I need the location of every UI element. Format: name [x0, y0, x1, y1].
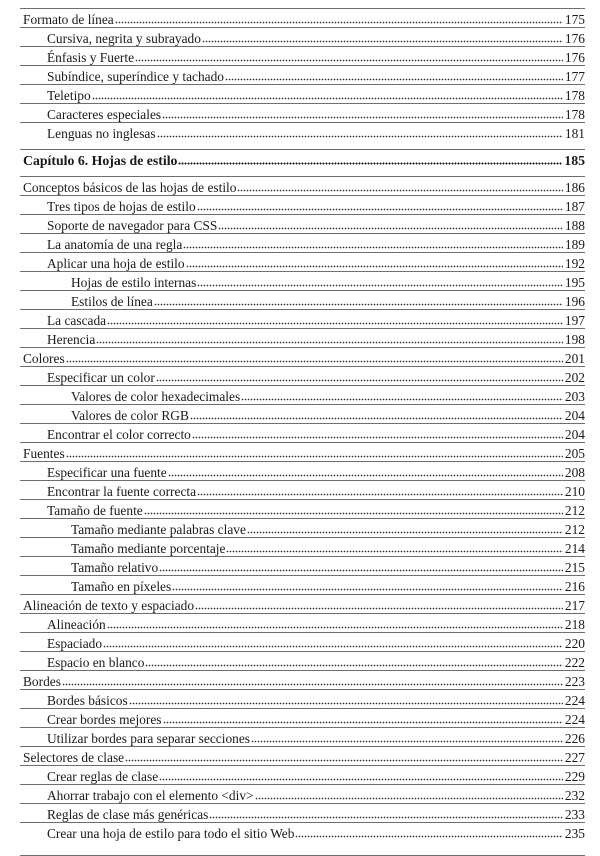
toc-entry[interactable] — [0, 613, 600, 632]
toc-entry[interactable] — [0, 727, 600, 746]
toc-page-number: 178 — [564, 88, 585, 103]
toc-entry-title: Herencia — [47, 332, 96, 347]
row-divider — [20, 822, 585, 823]
row-divider — [20, 689, 585, 690]
toc-page-number: 229 — [564, 769, 585, 784]
toc-page-number: 187 — [564, 199, 585, 214]
toc-page-number: 197 — [564, 313, 585, 328]
toc-entry-title: Espacio en blanco — [47, 655, 145, 670]
toc-entry[interactable] — [0, 271, 600, 290]
toc-entry[interactable] — [0, 765, 600, 784]
toc-entry-line — [47, 824, 585, 841]
row-divider — [20, 328, 585, 329]
toc-entry-line — [47, 86, 585, 103]
toc-entry-title: La anatomía de una regla — [47, 237, 183, 252]
dot-leader — [197, 208, 563, 211]
toc-entry[interactable] — [0, 537, 600, 556]
dot-leader — [168, 474, 563, 477]
row-divider — [20, 746, 585, 747]
toc-page-number: 212 — [564, 503, 585, 518]
toc-entry-title: La cascada — [47, 313, 107, 328]
toc-entry-line — [47, 216, 585, 233]
toc-page-number: 224 — [564, 693, 585, 708]
toc-entry-title: Tamaño en píxeles — [71, 579, 172, 594]
row-divider — [20, 347, 585, 348]
dot-leader — [103, 645, 563, 648]
toc-entry[interactable] — [0, 556, 600, 575]
toc-entry[interactable] — [0, 822, 600, 841]
toc-entry-title: Hojas de estilo internas — [71, 275, 197, 290]
toc-page-number: 215 — [564, 560, 585, 575]
toc-page-number: 235 — [564, 826, 585, 841]
toc-entry[interactable] — [0, 632, 600, 651]
toc-entry-line — [47, 501, 585, 518]
toc-entry[interactable] — [0, 252, 600, 271]
toc-entry-line — [47, 767, 585, 784]
row-divider — [20, 461, 585, 462]
toc-entry[interactable] — [0, 689, 600, 708]
toc-entry-line — [47, 368, 585, 385]
toc-page-number: 175 — [564, 12, 585, 27]
toc-entry-line — [47, 615, 585, 632]
toc-entry-line — [71, 292, 585, 309]
row-divider — [20, 176, 585, 177]
dot-leader — [62, 683, 563, 686]
toc-entry-line — [47, 67, 585, 84]
toc-entry[interactable] — [0, 84, 600, 103]
toc-entry[interactable] — [0, 347, 600, 366]
toc-entry-line — [23, 349, 585, 366]
dot-leader — [162, 116, 563, 119]
row-divider — [20, 499, 585, 500]
row-divider — [20, 632, 585, 633]
dot-leader — [172, 588, 563, 591]
toc-page-number: 223 — [564, 674, 585, 689]
toc-page-number: 196 — [564, 294, 585, 309]
toc-page-number: 176 — [564, 31, 585, 46]
toc-entry-line — [47, 235, 585, 252]
row-divider — [20, 122, 585, 123]
row-divider — [20, 27, 585, 28]
dot-leader — [107, 322, 563, 325]
toc-entry-line — [47, 330, 585, 347]
toc-entry-title: Fuentes — [23, 446, 65, 461]
dot-leader — [197, 493, 563, 496]
toc-entry[interactable] — [0, 423, 600, 442]
toc-entry-title: Soporte de navegador para CSS — [47, 218, 218, 233]
row-divider — [20, 442, 585, 443]
toc-page-number: 177 — [564, 69, 585, 84]
row-divider — [20, 651, 585, 652]
toc-entry-line — [71, 273, 585, 290]
row-divider — [20, 575, 585, 576]
dot-leader — [255, 797, 563, 800]
toc-entry[interactable] — [0, 670, 600, 689]
toc-page-number: 233 — [564, 807, 585, 822]
toc-entry-title: Crear reglas de clase — [47, 769, 159, 784]
toc-entry-title: Valores de color hexadecimales — [71, 389, 241, 404]
dot-leader — [190, 417, 563, 420]
toc-entry[interactable] — [0, 575, 600, 594]
dot-leader — [144, 512, 563, 515]
dot-leader — [157, 135, 563, 138]
row-divider — [20, 8, 585, 9]
dot-leader — [145, 664, 562, 667]
toc-entry-title: Encontrar el color correcto — [47, 427, 191, 442]
dot-leader — [129, 702, 563, 705]
toc-entry-title: Especificar un color — [47, 370, 155, 385]
toc-page-number: 227 — [564, 750, 585, 765]
toc-page-number: 214 — [564, 541, 585, 556]
toc-entry-title: Caracteres especiales — [47, 107, 162, 122]
toc-entry-title: Estilos de línea — [71, 294, 153, 309]
dot-leader — [178, 162, 562, 165]
toc-page-number: 204 — [564, 427, 585, 442]
row-divider — [20, 727, 585, 728]
toc-entry[interactable] — [0, 46, 600, 65]
toc-entry[interactable] — [0, 195, 600, 214]
dot-leader — [237, 189, 562, 192]
toc-entry-title: Encontrar la fuente correcta — [47, 484, 197, 499]
toc-page-number: 222 — [564, 655, 585, 670]
toc-entry-line — [47, 729, 585, 746]
toc-entry-title: Crear bordes mejores — [47, 712, 162, 727]
toc-entry-title: Crear una hoja de estilo para todo el sitio Web — [47, 826, 295, 841]
dot-leader — [251, 740, 563, 743]
toc-entry[interactable] — [0, 480, 600, 499]
dot-leader — [241, 398, 563, 401]
row-divider — [20, 518, 585, 519]
toc-entry-title: Tamaño mediante porcentaje — [71, 541, 226, 556]
toc-page-number: 188 — [564, 218, 585, 233]
toc-entry[interactable] — [0, 290, 600, 309]
toc-entry-title: Capítulo 6. Hojas de estilo — [23, 153, 178, 168]
toc-entry-title: Especificar una fuente — [47, 465, 167, 480]
toc-chapter-heading[interactable] — [0, 149, 600, 168]
dot-leader — [107, 626, 563, 629]
toc-page-number: 217 — [564, 598, 585, 613]
row-divider — [20, 252, 585, 253]
toc-entry-line — [71, 406, 585, 423]
toc-entry-title: Aplicar una hoja de estilo — [47, 256, 185, 271]
dot-leader — [295, 835, 562, 838]
toc-entry-title: Conceptos básicos de las hojas de estilo — [23, 180, 237, 195]
toc-entry-title: Colores — [23, 351, 65, 366]
row-divider — [20, 65, 585, 66]
dot-leader — [195, 607, 563, 610]
row-divider — [20, 480, 585, 481]
toc-entry-title: Reglas de clase más genéricas — [47, 807, 209, 822]
toc-entry[interactable] — [0, 366, 600, 385]
toc-entry-title: Bordes — [23, 674, 61, 689]
toc-page-number: 178 — [564, 107, 585, 122]
dot-leader — [92, 97, 563, 100]
toc-page-number: 205 — [564, 446, 585, 461]
toc-entry-line — [47, 710, 585, 727]
row-divider — [20, 309, 585, 310]
toc-entry[interactable] — [0, 176, 600, 195]
toc-entry-line — [47, 29, 585, 46]
dot-leader — [154, 303, 563, 306]
toc-entry[interactable] — [0, 518, 600, 537]
dot-leader — [163, 721, 563, 724]
toc-page-number: 212 — [564, 522, 585, 537]
toc-entry-line — [47, 786, 585, 803]
toc-entry-line — [47, 254, 585, 271]
row-divider — [20, 708, 585, 709]
toc-page-number: 189 — [564, 237, 585, 252]
dot-leader — [218, 227, 563, 230]
toc-entry-line — [23, 444, 585, 461]
row-divider — [20, 84, 585, 85]
toc-entry-line — [47, 311, 585, 328]
toc-entry[interactable] — [0, 8, 600, 27]
toc-entry-line — [71, 539, 585, 556]
dot-leader — [209, 816, 563, 819]
toc-entry[interactable] — [0, 803, 600, 822]
dot-leader — [197, 284, 563, 287]
toc-entry-title: Alineación de texto y espaciado — [23, 598, 195, 613]
toc-entry-line — [47, 634, 585, 651]
row-divider — [20, 670, 585, 671]
toc-entry-line — [47, 653, 585, 670]
row-divider — [20, 233, 585, 234]
toc-page-number: 203 — [564, 389, 585, 404]
toc-entry-line — [47, 105, 585, 122]
toc-entry-line — [47, 482, 585, 499]
row-divider — [20, 46, 585, 47]
toc-entry-line — [71, 520, 585, 537]
toc-entry-title: Cursiva, negrita y subrayado — [47, 31, 201, 46]
toc-entry-line — [23, 672, 585, 689]
dot-leader — [135, 59, 563, 62]
row-divider — [20, 290, 585, 291]
row-divider — [20, 613, 585, 614]
toc-entry-title: Tamaño de fuente — [47, 503, 143, 518]
dot-leader — [159, 778, 563, 781]
toc-entry-line — [71, 558, 585, 575]
toc-entry-title: Énfasis y Fuerte — [47, 50, 135, 65]
toc-page-number: 208 — [564, 465, 585, 480]
toc-entry-title: Ahorrar trabajo con el elemento <div> — [47, 788, 254, 803]
toc-page-number: 224 — [564, 712, 585, 727]
toc-entry[interactable] — [0, 233, 600, 252]
toc-entry-line — [47, 197, 585, 214]
dot-leader — [96, 341, 563, 344]
row-divider — [20, 537, 585, 538]
dot-leader — [186, 265, 563, 268]
toc-entry-line — [71, 387, 585, 404]
toc-entry[interactable] — [0, 103, 600, 122]
toc-entry-title: Bordes básicos — [47, 693, 128, 708]
toc-page-number: 210 — [564, 484, 585, 499]
toc-page-number: 195 — [564, 275, 585, 290]
toc-entry[interactable] — [0, 784, 600, 803]
toc-page-number: 232 — [564, 788, 585, 803]
toc-entry-line — [23, 178, 585, 195]
dot-leader — [202, 40, 563, 43]
dot-leader — [115, 21, 563, 24]
toc-entry[interactable] — [0, 65, 600, 84]
toc-page-number: 192 — [564, 256, 585, 271]
toc-entry-title: Tamaño relativo — [71, 560, 159, 575]
toc-entry[interactable] — [0, 27, 600, 46]
row-divider — [20, 366, 585, 367]
toc-entry[interactable] — [0, 708, 600, 727]
toc-entry-title: Lenguas no inglesas — [47, 126, 156, 141]
toc-entry-line — [47, 463, 585, 480]
row-divider — [20, 803, 585, 804]
dot-leader — [192, 436, 563, 439]
toc-page-number: 176 — [564, 50, 585, 65]
row-divider — [20, 103, 585, 104]
toc-entry[interactable] — [0, 461, 600, 480]
toc-entry-title: Selectores de clase — [23, 750, 125, 765]
dot-leader — [159, 569, 563, 572]
dot-leader — [66, 455, 563, 458]
toc-entry-line — [47, 124, 585, 141]
dot-leader — [183, 246, 563, 249]
toc-page-number: 198 — [564, 332, 585, 347]
toc-page-number: 185 — [564, 153, 585, 168]
toc-entry-title: Formato de línea — [23, 12, 114, 27]
toc-entry-title: Valores de color RGB — [71, 408, 189, 423]
toc-entry-line — [23, 151, 585, 168]
toc-entry-line — [47, 691, 585, 708]
dot-leader — [66, 360, 563, 363]
row-divider — [20, 423, 585, 424]
toc-page-number: 220 — [564, 636, 585, 651]
toc-entry-line — [47, 805, 585, 822]
toc-entry-title: Tamaño mediante palabras clave — [71, 522, 246, 537]
toc-entry-line — [23, 748, 585, 765]
row-divider — [20, 149, 585, 150]
row-divider — [20, 385, 585, 386]
toc-entry-line — [71, 577, 585, 594]
row-divider — [20, 195, 585, 196]
toc-entry[interactable] — [0, 404, 600, 423]
toc-entry-title: Teletipo — [47, 88, 91, 103]
dot-leader — [225, 78, 563, 81]
toc-entry[interactable] — [0, 309, 600, 328]
toc-entry-line — [23, 10, 585, 27]
toc-page-number: 181 — [564, 126, 585, 141]
row-divider — [20, 765, 585, 766]
toc-entry[interactable] — [0, 594, 600, 613]
toc-entry-title: Tres tipos de hojas de estilo — [47, 199, 196, 214]
toc-page-number: 202 — [564, 370, 585, 385]
toc-entry-title: Espaciado — [47, 636, 103, 651]
toc-entry[interactable] — [0, 328, 600, 347]
dot-leader — [156, 379, 563, 382]
dot-leader — [247, 531, 563, 534]
row-divider — [20, 271, 585, 272]
toc-page-number: 218 — [564, 617, 585, 632]
toc-entry[interactable] — [0, 442, 600, 461]
row-divider — [20, 594, 585, 595]
toc-entry-title: Subíndice, superíndice y tachado — [47, 69, 225, 84]
toc-entry[interactable] — [0, 214, 600, 233]
toc-entry[interactable] — [0, 385, 600, 404]
toc-entry-title: Utilizar bordes para separar secciones — [47, 731, 250, 746]
toc-page-number: 204 — [564, 408, 585, 423]
row-divider — [20, 214, 585, 215]
dot-leader — [226, 550, 562, 553]
row-divider — [20, 784, 585, 785]
row-divider — [20, 404, 585, 405]
toc-page-number: 216 — [564, 579, 585, 594]
toc-entry[interactable] — [0, 746, 600, 765]
toc-entry[interactable] — [0, 499, 600, 518]
toc-entry-title: Alineación — [47, 617, 106, 632]
toc-entry-line — [47, 425, 585, 442]
row-divider — [20, 556, 585, 557]
toc-entry[interactable] — [0, 122, 600, 141]
dot-leader — [125, 759, 563, 762]
toc-entry-line — [23, 596, 585, 613]
toc-page-number: 226 — [564, 731, 585, 746]
toc-entry[interactable] — [0, 651, 600, 670]
toc-page-number: 201 — [564, 351, 585, 366]
toc-page-number: 186 — [564, 180, 585, 195]
toc-entry-line — [47, 48, 585, 65]
